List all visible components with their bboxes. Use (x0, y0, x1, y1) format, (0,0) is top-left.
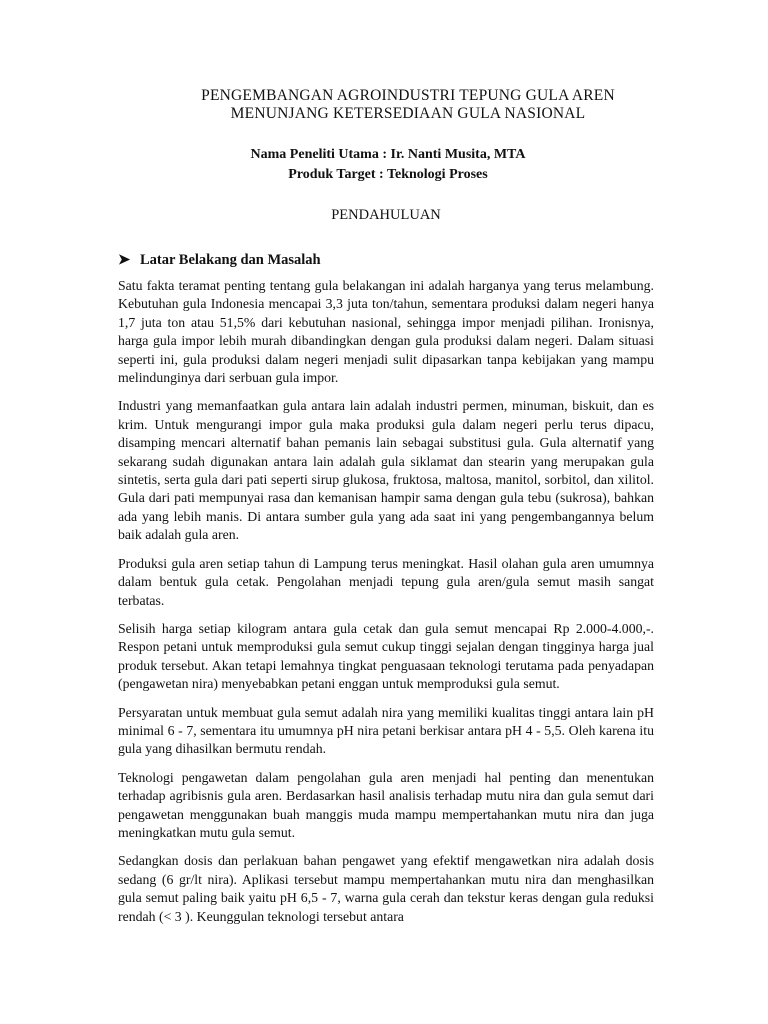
paragraph-1: Satu fakta teramat penting tentang gula belakangan ini adalah harganya yang terus melambung. Kebutuhan gula Indonesia mencapai 3,3 juta ton/tahun, sementara produksi dalam negeri hanya 1,7 juta ton atau 51,5% dari kebutuhan nasional, sehingga impor menjadi pilihan. Ironisnya, harga gula impor lebih murah dibandingkan dengan gula produksi dalam negeri. Dalam situasi seperti ini, gula produksi dalam negeri menjadi sulit dipasarkan tanpa kebijakan yang mampu melindunginya dari serbuan gula impor. (118, 278, 654, 386)
product-target: Produk Target : Teknologi Proses (288, 167, 488, 182)
section-heading: PENDAHULUAN (331, 207, 441, 223)
paragraph-4: Selisih harga setiap kilogram antara gula cetak dan gula semut mencapai Rp 2.000-4.000,-. Respon petani untuk memproduksi gula semut cukup tinggi sejalan dengan tingginya harga jual produk tersebut. Akan tetapi lemahnya tingkat penguasaan teknologi terutama pada penyadapan (pengawetan nira) menyebabkan petani enggan untuk memproduksi gula semut. (118, 620, 654, 692)
subheading (118, 251, 321, 269)
title-line-1: PENGEMBANGAN AGROINDUSTRI TEPUNG GULA AREN (201, 87, 615, 104)
subheading-label: Latar Belakang dan Masalah (140, 252, 321, 268)
paragraph-6: Teknologi pengawetan dalam pengolahan gula aren menjadi hal penting dan menentukan terhadap agribisnis gula aren. Berdasarkan hasil analisis terhadap mutu nira dan gula semut dari pengawetan menggunakan buah manggis muda mampu mempertahankan mutu nira dan juga meningkatkan mutu gula semut. (118, 769, 654, 840)
title-line-2: MENUNJANG KETERSEDIAAN GULA NASIONAL (230, 105, 586, 122)
paragraph-3: Produksi gula aren setiap tahun di Lampung terus meningkat. Hasil olahan gula aren umumnya dalam bentuk gula cetak. Pengolahan menjadi tepung gula aren/gula semut masih sangat terbatas. (118, 555, 654, 608)
paragraph-2: Industri yang memanfaatkan gula antara lain adalah industri permen, minuman, biskuit, dan es krim. Untuk mengurangi impor gula maka produksi gula dalam negeri perlu terus dipacu, disamping mencari alternatif bahan pemanis lain sebagai substitusi gula. Gula alternatif yang sekarang sudah digunakan antara lain adalah gula siklamat dan stearin yang merupakan gula sintetis, serta gula dari pati seperti sirup glukosa, fruktosa, maltosa, manitol, sorbitol, dan xilitol. Gula dari pati mempunyai rasa dan kemanisan hampir sama dengan gula tebu (sukrosa), bahkan ada yang lebih manis. Di antara sumber gula yang ada saat ini yang pengembangannya belum baik adalah gula aren. (118, 398, 654, 543)
body-text (118, 277, 654, 936)
paragraph-7: Sedangkan dosis dan perlakuan bahan pengawet yang efektif mengawetkan nira adalah dosis sedang (6 gr/lt nira). Aplikasi tersebut mampu mempertahankan mutu nira dan menghasilkan gula semut paling baik yaitu pH 6,5 - 7, warna gula cerah dan tekstur keras dengan gula reduksi rendah (< 3 ). Keunggulan teknologi tersebut antara (118, 853, 654, 924)
document-title (118, 87, 698, 123)
arrow-bullet-icon: ➤ (118, 252, 131, 268)
researcher-name: Nama Peneliti Utama : Ir. Nanti Musita, MTA (250, 147, 526, 162)
paragraph-5: Persyaratan untuk membuat gula semut adalah nira yang memiliki kualitas tinggi antara lain pH minimal 6 - 7, sementara itu umumnya pH nira petani berkisar antara pH 4 - 5,5. Oleh karena itu gula yang dihasilkan bermutu rendah. (118, 704, 654, 757)
